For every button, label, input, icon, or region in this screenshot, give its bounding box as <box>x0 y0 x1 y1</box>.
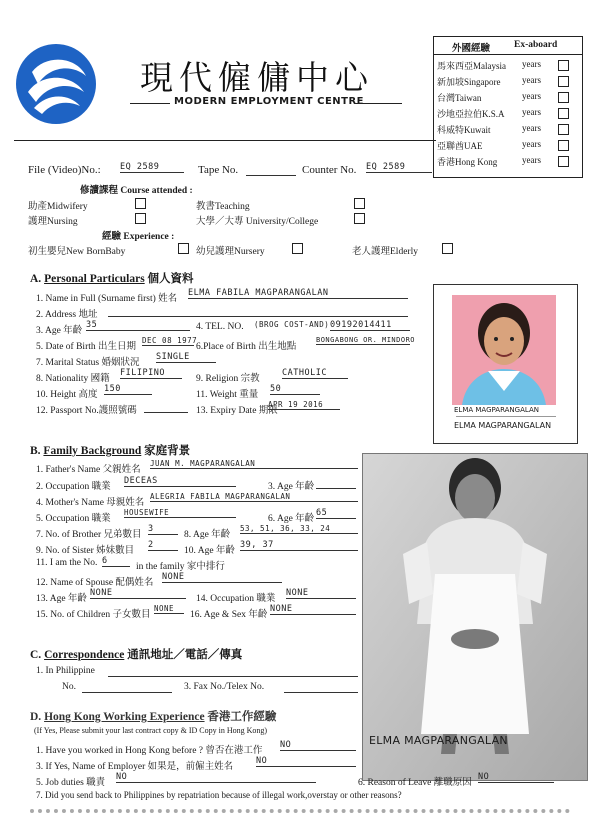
nationality-value[interactable]: FILIPINO <box>120 368 182 379</box>
father-age-field[interactable] <box>316 488 356 489</box>
course-nursing: 護理Nursing <box>28 217 78 227</box>
ex-checkbox-uae[interactable] <box>558 140 569 151</box>
phone-no-label: No. <box>62 682 76 692</box>
children-age-label: 16. Age & Sex 年齡 <box>190 610 268 620</box>
counter-no-label: Counter No. <box>302 164 357 176</box>
height-value[interactable]: 150 <box>104 384 152 395</box>
ex-years-label: years <box>522 155 541 165</box>
tape-no-label: Tape No. <box>198 164 239 176</box>
father-label: 1. Father's Name 父親姓名 <box>36 465 141 475</box>
fullbody-photo <box>363 454 587 780</box>
course-midwifery: 助產Midwifery <box>28 202 88 212</box>
mother-label: 4. Mother's Name 母親姓名 <box>36 498 145 508</box>
exp-nursery-checkbox[interactable] <box>292 243 303 254</box>
company-logo <box>14 42 98 126</box>
ex-years-label: years <box>522 107 541 117</box>
religion-value[interactable]: CATHOLIC <box>282 368 348 379</box>
ex-years-label: years <box>522 91 541 101</box>
hk-reason-label: 6. Reason of Leave 離職原因 <box>358 778 472 788</box>
children-label: 15. No. of Children 子女數目 <box>36 610 151 620</box>
ex-country: 台灣Taiwan <box>437 93 482 103</box>
children-age-value[interactable]: NONE <box>270 604 356 615</box>
age-label: 3. Age 年齡 <box>36 326 83 336</box>
mother-value[interactable]: ALEGRIA FABILA MAGPARANGALAN <box>150 492 358 502</box>
hk-duties-label: 5. Job duties 職責 <box>36 778 106 788</box>
tel-note: (BROG COST-AND) <box>254 320 330 329</box>
hk-employer-value[interactable]: NO <box>256 756 356 767</box>
name-value[interactable]: ELMA FABILA MAGPARANGALAN <box>188 288 408 299</box>
file-no-label: File (Video)No.: <box>28 164 101 176</box>
counter-no-value[interactable]: EQ 2589 <box>366 162 432 173</box>
weight-label: 11. Weight 重量 <box>196 390 259 400</box>
tape-no-field[interactable] <box>246 175 296 176</box>
hk-note: (If Yes, Please submit your last contract copy & ID Copy in Hong Kong) <box>34 726 268 735</box>
brothers-label: 7. No. of Brother 兄弟數目 <box>36 530 142 540</box>
ex-checkbox-taiwan[interactable] <box>558 92 569 103</box>
ex-abroad-heading-en: Ex-aboard <box>514 40 558 50</box>
address-label: 2. Address 地址 <box>36 310 98 320</box>
children-value[interactable]: NONE <box>154 604 184 614</box>
ex-years-label: years <box>522 139 541 149</box>
brothers-value[interactable]: 3 <box>148 524 178 535</box>
mother-occupation-value[interactable]: HOUSEWIFE <box>124 508 236 518</box>
tel-label: 4. TEL. NO. <box>196 322 244 332</box>
expiry-value[interactable]: APR 19 2016 <box>268 400 340 410</box>
age-value[interactable]: 35 <box>86 320 190 331</box>
brothers-age-value[interactable]: 53, 51, 36, 33, 24 <box>240 524 358 534</box>
marital-value[interactable]: SINGLE <box>156 352 216 363</box>
father-occupation-value[interactable]: DECEAS <box>124 476 236 487</box>
headshot-frame <box>433 284 578 444</box>
section-d-title: D. Hong Kong Working Experience 香港工作經驗 <box>30 711 277 723</box>
ex-years-label: years <box>522 123 541 133</box>
section-c-title: C. Correspondence 通訊地址／電話／傳真 <box>30 649 243 661</box>
expiry-label: 13. Expiry Date 期限 <box>196 406 278 416</box>
ex-abroad-heading-cn: 外國經驗 <box>452 44 491 54</box>
height-label: 10. Height 高度 <box>36 390 98 400</box>
exp-elderly-checkbox[interactable] <box>442 243 453 254</box>
company-name-en: MODERN EMPLOYMENT CENTRE <box>174 96 364 107</box>
sisters-label: 9. No. of Sister 姊妹數目 <box>36 546 135 556</box>
hk-employer-label: 3. If Yes, Name of Employer 如果是，前僱主姓名 <box>36 762 234 772</box>
hk-worked-label: 1. Have you worked in Hong Kong before ? 曾否在港工作 <box>36 746 263 756</box>
spouse-label: 12. Name of Spouse 配偶姓名 <box>36 578 154 588</box>
ex-years-label: years <box>522 59 541 69</box>
weight-value[interactable]: 50 <box>270 384 320 395</box>
hk-duties-value[interactable]: NO <box>116 772 316 783</box>
cropped-line <box>30 806 570 816</box>
nationality-label: 8. Nationality 國籍 <box>36 374 110 384</box>
mother-age-label: 6. Age 年齡 <box>268 514 315 524</box>
ex-abroad-box <box>433 36 583 178</box>
divider <box>14 140 436 141</box>
sisters-age-value[interactable]: 39, 37 <box>240 540 358 551</box>
exp-newborn-checkbox[interactable] <box>178 243 189 254</box>
headshot-caption-2: ELMA MAGPARANGALAN <box>454 421 552 430</box>
birth-order-value[interactable]: 6 <box>102 556 130 567</box>
mother-age-value[interactable]: 65 <box>316 508 356 519</box>
father-occupation-label: 2. Occupation 職業 <box>36 482 111 492</box>
brothers-age-label: 8. Age 年齡 <box>184 530 231 540</box>
sisters-age-label: 10. Age 年齡 <box>184 546 235 556</box>
ex-checkbox-kuwait[interactable] <box>558 124 569 135</box>
birth-order-label: 11. I am the No. <box>36 558 98 568</box>
ex-country: 沙地亞拉伯K.S.A <box>437 109 505 119</box>
ex-checkbox-ksa[interactable] <box>558 108 569 119</box>
ex-country: 馬來西亞Malaysia <box>437 61 506 71</box>
pob-label: 6.Place of Birth 出生地點 <box>196 342 297 352</box>
birth-order-suffix: in the family 家中排行 <box>136 562 225 572</box>
marital-label: 7. Marital Status 婚姻狀況 <box>36 358 140 368</box>
ex-checkbox-malaysia[interactable] <box>558 60 569 71</box>
spouse-age-label: 13. Age 年齡 <box>36 594 87 604</box>
philippine-address-label: 1. In Philippine <box>36 666 95 676</box>
passport-field[interactable] <box>144 412 188 413</box>
sisters-value[interactable]: 2 <box>148 540 178 551</box>
mother-occupation-label: 5. Occupation 職業 <box>36 514 111 524</box>
course-university-checkbox[interactable] <box>354 213 365 224</box>
file-no-value[interactable]: EQ 2589 <box>120 162 184 173</box>
exp-nursery: 幼兒護理Nursery <box>196 247 265 257</box>
course-nursing-checkbox[interactable] <box>135 213 146 224</box>
dob-value[interactable]: DEC 08 1977 <box>142 336 198 345</box>
section-b-title: B. Family Background 家庭背景 <box>30 445 191 457</box>
courses-title: 修讀課程 Course attended : <box>80 186 193 196</box>
company-name-cn: 現代僱傭中心 <box>140 58 374 97</box>
spouse-occupation-label: 14. Occupation 職業 <box>196 594 276 604</box>
ex-checkbox-hongkong[interactable] <box>558 156 569 167</box>
headshot-caption: ELMA MAGPARANGALAN <box>454 406 539 414</box>
course-teaching-checkbox[interactable] <box>354 198 365 209</box>
hk-reason-value[interactable]: NO <box>478 772 554 783</box>
father-value[interactable]: JUAN M. MAGPARANGALAN <box>150 459 358 469</box>
fax-label: 3. Fax No./Telex No. <box>184 682 265 692</box>
tel-value[interactable]: 09192014411 <box>330 320 410 331</box>
ex-checkbox-singapore[interactable] <box>558 76 569 87</box>
spouse-occupation-value[interactable]: NONE <box>286 588 356 599</box>
hk-repatriation-question: 7. Did you send back to Philippines by repatriation because of illegal work,overstay or other reasons? <box>36 790 402 800</box>
philippine-address-field[interactable] <box>108 676 358 677</box>
religion-label: 9. Religion 宗教 <box>196 374 260 384</box>
fullbody-caption: ELMA MAGPARANGALAN <box>369 734 508 747</box>
phone-no-field[interactable] <box>82 692 172 693</box>
spouse-age-value[interactable]: NONE <box>90 588 186 599</box>
ex-country: 新加坡Singapore <box>437 77 501 87</box>
headshot-photo <box>452 295 556 405</box>
header-rule-left <box>130 103 170 104</box>
name-label: 1. Name in Full (Surname first) 姓名 <box>36 294 178 304</box>
ex-country: 亞聯酋UAE <box>437 141 483 151</box>
address-field[interactable] <box>108 316 408 317</box>
course-teaching: 教書Teaching <box>196 202 250 212</box>
dob-label: 5. Date of Birth 出生日期 <box>36 342 137 352</box>
exp-newborn: 初生嬰兒New BornBaby <box>28 247 126 257</box>
header-rule-right <box>354 103 402 104</box>
pob-value[interactable]: BONGABONG OR. MINDORO <box>316 336 416 344</box>
exp-elderly: 老人護理Elderly <box>352 247 418 257</box>
ex-country: 科威特Kuwait <box>437 125 491 135</box>
section-a-title: A. Personal Particulars 個人資料 <box>30 273 194 285</box>
spouse-value[interactable]: NONE <box>162 572 282 583</box>
ex-years-label: years <box>522 75 541 85</box>
course-midwifery-checkbox[interactable] <box>135 198 146 209</box>
passport-label: 12. Passport No.護照號碼 <box>36 406 137 416</box>
ex-country: 香港Hong Kong <box>437 157 498 167</box>
fax-field[interactable] <box>284 692 358 693</box>
experience-title: 經驗 Experience : <box>102 232 175 242</box>
hk-worked-value[interactable]: NO <box>280 740 356 751</box>
father-age-label: 3. Age 年齡 <box>268 482 315 492</box>
fullbody-frame <box>362 453 588 781</box>
course-university: 大學／大專 University/College <box>196 217 319 227</box>
